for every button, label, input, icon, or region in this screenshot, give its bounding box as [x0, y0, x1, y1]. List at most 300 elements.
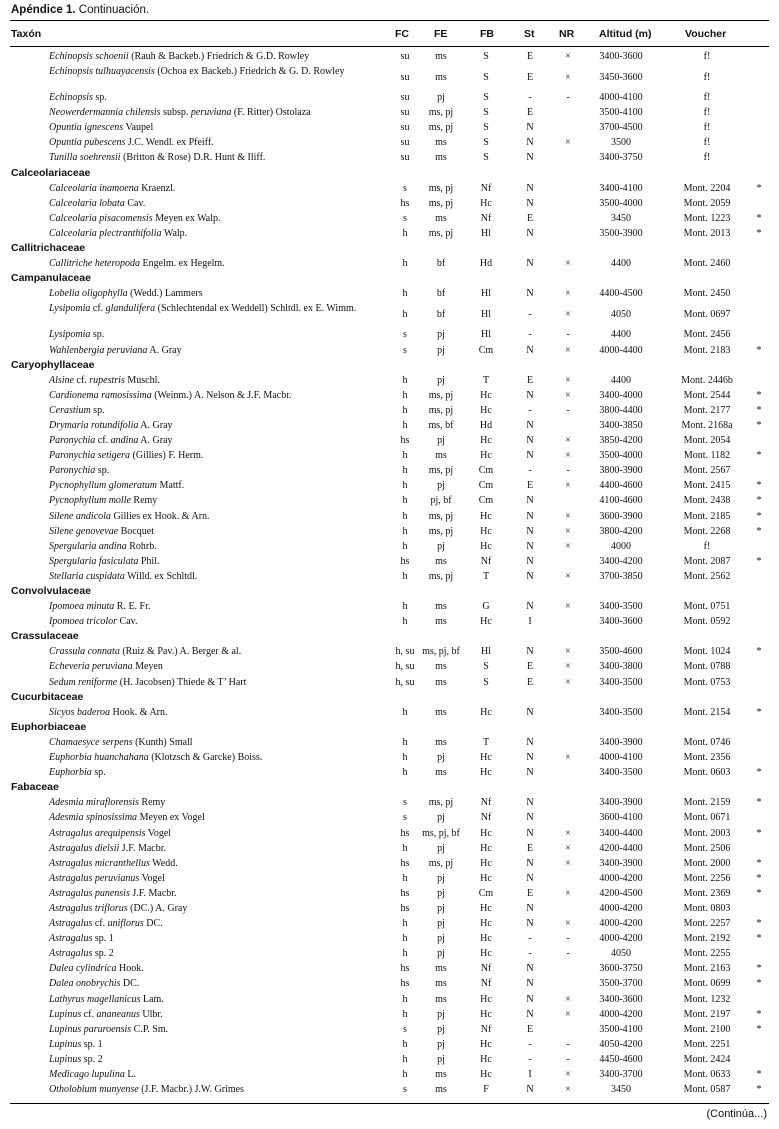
- habitat-cell: ms, pj: [428, 122, 454, 134]
- taxon-cell: [49, 198, 387, 210]
- authority: Kraenzl.: [138, 182, 176, 194]
- altitude-cell: 3400-4000: [599, 389, 643, 401]
- habitat-cell: ms: [435, 51, 447, 62]
- taxon-cell: [49, 646, 387, 658]
- altitude-cell: 3400-4200: [599, 555, 643, 567]
- life-form-cell: S: [483, 152, 489, 164]
- growth-form-cell: h: [402, 767, 408, 779]
- authority: Cav.: [124, 197, 146, 209]
- habitat-cell: pj: [437, 902, 445, 914]
- altitude-cell: 3500-3900: [599, 227, 643, 239]
- altitude-cell: 3400-3600: [599, 616, 643, 628]
- voucher-cell: Mont. 0671: [683, 812, 731, 824]
- table-row: [0, 946, 779, 961]
- status-cell: N: [526, 857, 534, 869]
- status-cell: E: [526, 676, 534, 688]
- habitat-cell: pj: [437, 1008, 445, 1020]
- voucher-mark-cell: *: [756, 1008, 762, 1020]
- habitat-cell: ms: [435, 1069, 447, 1080]
- altitude-cell: 4400: [611, 258, 631, 270]
- voucher-cell: Mont. 0751: [683, 601, 731, 613]
- authority: Hook.: [116, 963, 144, 975]
- new-record-cell: ×: [565, 1084, 571, 1096]
- authority: Vogel: [145, 827, 172, 839]
- altitude-cell: 3400-4100: [599, 182, 643, 194]
- status-cell: N: [526, 601, 534, 613]
- table-row: [0, 750, 779, 765]
- species-name: Lathyrus magellanicus: [49, 993, 141, 1005]
- habitat-cell: pj: [437, 812, 445, 824]
- voucher-cell: Mont. 2415: [683, 480, 731, 492]
- life-form-cell: F: [483, 1084, 489, 1096]
- voucher-cell: f!: [703, 51, 711, 62]
- habitat-cell: ms, pj, bf: [422, 827, 460, 839]
- voucher-cell: Mont. 2100: [683, 1023, 731, 1035]
- authority: A. Gray: [138, 419, 173, 431]
- family-name: Callitrichaceae: [11, 242, 86, 255]
- species-name: Ipomoea tricolor: [49, 616, 118, 628]
- growth-form-cell: h: [402, 1038, 408, 1050]
- life-form-cell: Hl: [481, 288, 491, 300]
- habitat-cell: ms: [435, 767, 447, 779]
- authority-secondary: A. Gray: [138, 435, 173, 447]
- table-row: [0, 554, 779, 569]
- status-cell: N: [526, 797, 534, 809]
- authority: cf.: [92, 918, 108, 930]
- species-name: Echinopsis tulhuayacensis: [49, 66, 155, 78]
- table-row: [0, 539, 779, 554]
- voucher-cell: Mont. 0753: [683, 676, 731, 688]
- growth-form-cell: su: [400, 51, 410, 62]
- growth-form-cell: s: [403, 212, 407, 224]
- authority: sp. 1: [81, 1038, 103, 1050]
- voucher-cell: Mont. 2154: [683, 706, 731, 718]
- header-voucher: Voucher: [685, 28, 727, 40]
- habitat-cell: ms: [435, 72, 447, 84]
- altitude-cell: 3400-3900: [599, 857, 643, 869]
- life-form-cell: Nf: [480, 182, 492, 194]
- life-form-cell: Hc: [480, 948, 492, 960]
- table-row: [0, 856, 779, 871]
- species-name: Sedum reniforme: [49, 676, 118, 688]
- new-record-cell: -: [566, 404, 570, 416]
- new-record-cell: -: [566, 465, 570, 477]
- status-cell: N: [526, 288, 534, 300]
- voucher-mark-cell: *: [756, 344, 762, 356]
- life-form-cell: Hc: [480, 404, 492, 416]
- taxon-cell: [49, 450, 387, 462]
- habitat-cell: ms: [435, 963, 447, 975]
- habitat-cell: pj: [437, 1053, 445, 1065]
- habitat-cell: ms: [435, 706, 447, 718]
- voucher-cell: Mont. 1182: [683, 450, 731, 462]
- table-row: [0, 448, 779, 463]
- status-cell: N: [526, 182, 534, 194]
- taxon-cell: [49, 873, 387, 885]
- species-name: Astragalus dielsii: [49, 842, 120, 854]
- authority: sp. 2: [92, 948, 114, 960]
- life-form-cell: Cm: [478, 480, 494, 492]
- table-row: [0, 327, 779, 342]
- voucher-cell: Mont. 2356: [683, 752, 731, 764]
- growth-form-cell: h: [402, 288, 408, 300]
- new-record-cell: ×: [565, 646, 571, 658]
- authority: A. Gray: [147, 344, 182, 356]
- status-cell: E: [526, 107, 534, 119]
- new-record-cell: ×: [565, 51, 571, 62]
- taxon-cell: [49, 420, 387, 432]
- growth-form-cell: h, su: [395, 676, 415, 688]
- growth-form-cell: h: [402, 465, 408, 477]
- new-record-cell: ×: [565, 288, 571, 300]
- status-cell: N: [526, 993, 534, 1005]
- new-record-cell: ×: [565, 570, 571, 582]
- habitat-cell: ms, pj: [428, 525, 454, 537]
- habitat-cell: ms: [435, 212, 447, 224]
- life-form-cell: Hc: [480, 902, 492, 914]
- life-form-cell: S: [483, 661, 489, 673]
- table-row: [0, 226, 779, 241]
- authority: Mattf.: [157, 480, 185, 492]
- taxon-cell: [49, 122, 387, 134]
- table-row: [0, 1037, 779, 1052]
- status-cell: N: [526, 767, 534, 779]
- life-form-cell: Cm: [478, 465, 494, 477]
- voucher-cell: Mont. 2168a: [681, 419, 733, 431]
- new-record-cell: ×: [565, 258, 571, 270]
- taxon-cell: [49, 858, 387, 870]
- habitat-cell: pj: [437, 92, 445, 104]
- life-form-cell: Hl: [481, 646, 491, 658]
- table-row: [0, 373, 779, 388]
- status-cell: E: [526, 374, 534, 386]
- status-cell: N: [526, 122, 534, 134]
- altitude-cell: 3450: [611, 212, 631, 224]
- table-row: [0, 478, 779, 493]
- authority: cf.: [74, 374, 90, 386]
- authority: (H. Jacobsen) Thiede & T’ Hart: [117, 676, 247, 688]
- taxon-cell: [49, 888, 387, 900]
- life-form-cell: Hc: [480, 872, 492, 884]
- voucher-cell: Mont. 2460: [683, 258, 731, 270]
- life-form-cell: Hl: [481, 329, 491, 341]
- growth-form-cell: h: [402, 1069, 408, 1080]
- growth-form-cell: su: [400, 137, 410, 149]
- status-cell: N: [526, 1008, 534, 1020]
- table-row: [0, 343, 779, 358]
- species-name: Crassula connata: [49, 646, 120, 658]
- table-row: [0, 105, 779, 120]
- habitat-cell: pj: [437, 887, 445, 899]
- table-row: [0, 1007, 779, 1022]
- table-row: [0, 181, 779, 196]
- growth-form-cell: h: [402, 948, 408, 960]
- table-row: [0, 871, 779, 886]
- voucher-cell: Mont. 2369: [683, 887, 731, 899]
- table-row: [0, 196, 779, 211]
- species-name: Callitriche heteropoda: [49, 258, 141, 270]
- voucher-cell: Mont. 0788: [683, 661, 731, 673]
- habitat-cell: bf: [436, 258, 446, 270]
- voucher-cell: Mont. 2183: [683, 344, 731, 356]
- authority: (Ruiz & Pav.) A. Berger & al.: [119, 646, 242, 658]
- authority: cf.: [81, 1008, 97, 1020]
- growth-form-cell: h: [402, 540, 408, 552]
- table-row: [0, 403, 779, 418]
- life-form-cell: Cm: [478, 344, 494, 356]
- taxon-cell: [49, 1009, 387, 1021]
- altitude-cell: 4400-4600: [599, 480, 643, 492]
- table-row: [0, 841, 779, 856]
- taxon-cell: [49, 511, 387, 523]
- taxon-cell: [49, 571, 387, 583]
- authority: Cav.: [117, 616, 138, 628]
- authority: Rohrb.: [126, 540, 157, 552]
- table-row: [0, 931, 779, 946]
- taxon-cell: [49, 737, 387, 749]
- altitude-cell: 4200-4500: [599, 887, 643, 899]
- table-row: [0, 1022, 779, 1037]
- taxon-cell: [49, 435, 387, 447]
- growth-form-cell: h: [402, 309, 408, 321]
- table-row: [0, 826, 779, 841]
- authority: (Weinm.) A. Nelson & J.F. Macbr.: [151, 389, 292, 401]
- voucher-cell: Mont. 0603: [683, 767, 731, 779]
- status-cell: N: [526, 435, 534, 447]
- authority: Wedd.: [149, 857, 178, 869]
- taxon-cell: [49, 933, 387, 945]
- taxon-cell: [49, 1039, 387, 1051]
- voucher-mark-cell: *: [756, 525, 762, 537]
- habitat-cell: ms, pj, bf: [422, 646, 460, 658]
- species-epithet: peruviana: [190, 107, 232, 119]
- life-form-cell: Hc: [480, 435, 492, 447]
- header-altitude: Altitud (m): [599, 28, 652, 40]
- habitat-cell: pj, bf: [430, 495, 452, 507]
- voucher-cell: f!: [703, 152, 711, 164]
- authority: J.F. Macbr.: [129, 887, 177, 899]
- status-cell: E: [526, 661, 534, 673]
- authority: (Ochoa ex Backeb.) Friedrich & G. D. Rowley: [154, 66, 345, 78]
- altitude-cell: 3400-3500: [599, 767, 643, 779]
- authority: J.F. Macbr.: [119, 842, 166, 854]
- species-name: Lupinus: [49, 1053, 82, 1065]
- growth-form-cell: h: [402, 706, 408, 718]
- status-cell: -: [528, 1053, 532, 1065]
- life-form-cell: Cm: [478, 887, 494, 899]
- species-name: Paronychia: [49, 465, 96, 477]
- life-form-cell: S: [483, 122, 489, 134]
- habitat-cell: pj: [437, 933, 445, 945]
- taxon-cell: [49, 405, 387, 417]
- status-cell: N: [526, 419, 534, 431]
- new-record-cell: ×: [565, 857, 571, 869]
- voucher-cell: Mont. 2424: [683, 1053, 731, 1065]
- family-row: [0, 271, 779, 286]
- altitude-cell: 3400-3500: [599, 601, 643, 613]
- authority: Meyen ex Vogel: [137, 812, 205, 824]
- species-name: Tunilla soehrensii: [49, 152, 121, 164]
- authority: Vaupel: [123, 122, 154, 134]
- growth-form-cell: hs: [400, 435, 410, 447]
- family-row: [0, 241, 779, 256]
- habitat-cell: ms: [435, 137, 447, 149]
- table-row: [0, 1052, 779, 1067]
- voucher-mark-cell: *: [756, 1023, 762, 1035]
- authority-secondary: Muschl.: [124, 374, 160, 386]
- voucher-cell: Mont. 2054: [683, 435, 731, 447]
- altitude-cell: 4000-4200: [599, 933, 643, 945]
- life-form-cell: Hc: [480, 1008, 492, 1020]
- altitude-cell: 4400: [611, 374, 631, 386]
- taxon-cell: [49, 92, 387, 104]
- status-cell: -: [528, 329, 532, 341]
- growth-form-cell: h: [402, 752, 408, 764]
- voucher-mark-cell: *: [756, 918, 762, 930]
- life-form-cell: Hc: [480, 616, 492, 628]
- taxon-cell: [49, 66, 387, 78]
- taxon-cell: [49, 1069, 387, 1081]
- growth-form-cell: h: [402, 736, 408, 748]
- growth-form-cell: s: [403, 797, 407, 809]
- voucher-cell: Mont. 2257: [683, 918, 731, 930]
- table-row: [0, 388, 779, 403]
- taxon-cell: [49, 345, 387, 357]
- voucher-mark-cell: *: [756, 182, 762, 194]
- growth-form-cell: h: [402, 525, 408, 537]
- altitude-cell: 3450-3600: [599, 72, 643, 84]
- authority: Walp.: [161, 227, 188, 239]
- table-row: [0, 569, 779, 584]
- voucher-cell: Mont. 2255: [683, 948, 731, 960]
- growth-form-cell: s: [403, 182, 407, 194]
- table-row: [0, 1067, 779, 1082]
- taxon-cell: [49, 137, 387, 149]
- species-name: Spergularia fasiculata: [49, 555, 139, 567]
- family-row: [0, 358, 779, 373]
- table-row: [0, 90, 779, 105]
- new-record-cell: ×: [565, 1069, 571, 1080]
- taxon-cell: [49, 288, 387, 300]
- life-form-cell: Hc: [480, 389, 492, 401]
- table-row: [0, 509, 779, 524]
- table-row: [0, 211, 779, 226]
- family-name: Euphorbiaceae: [11, 720, 87, 733]
- bottom-rule: [10, 1103, 769, 1104]
- altitude-cell: 4200-4400: [599, 842, 643, 854]
- voucher-cell: Mont. 2000: [683, 857, 731, 869]
- new-record-cell: ×: [565, 450, 571, 462]
- species-name: Calceolaria lobata: [49, 197, 125, 209]
- taxon-cell: [49, 480, 387, 492]
- table-row: [0, 1082, 779, 1097]
- family-name: Fabaceae: [11, 781, 59, 794]
- family-row: [0, 166, 779, 181]
- life-form-cell: S: [483, 72, 489, 84]
- family-row: [0, 584, 779, 599]
- voucher-mark-cell: *: [756, 419, 762, 431]
- growth-form-cell: su: [400, 122, 410, 134]
- voucher-mark-cell: *: [756, 1069, 762, 1080]
- species-epithet: rupestris: [89, 374, 125, 386]
- authority: cf.: [90, 303, 106, 315]
- life-form-cell: S: [483, 51, 489, 62]
- altitude-cell: 3400-3600: [599, 993, 643, 1005]
- table-row: [0, 64, 779, 90]
- family-name: Cucurbitaceae: [11, 690, 84, 703]
- growth-form-cell: hs: [400, 887, 410, 899]
- habitat-cell: pj: [437, 948, 445, 960]
- species-name: Lysipomia: [49, 303, 91, 315]
- altitude-cell: 4050: [611, 309, 631, 321]
- altitude-cell: 3600-3900: [599, 510, 643, 522]
- life-form-cell: S: [483, 137, 489, 149]
- growth-form-cell: h: [402, 1008, 408, 1020]
- status-cell: -: [528, 404, 532, 416]
- life-form-cell: S: [483, 107, 489, 119]
- life-form-cell: Hc: [480, 1053, 492, 1065]
- voucher-mark-cell: *: [756, 797, 762, 809]
- voucher-mark-cell: *: [756, 212, 762, 224]
- habitat-cell: pj: [437, 374, 445, 386]
- status-cell: N: [526, 570, 534, 582]
- new-record-cell: ×: [565, 676, 571, 688]
- altitude-cell: 4000-4100: [599, 752, 643, 764]
- species-name: Dalea onobrychis: [49, 978, 121, 990]
- species-name: Lupinus: [49, 1008, 82, 1020]
- new-record-cell: ×: [565, 842, 571, 854]
- status-cell: N: [526, 902, 534, 914]
- habitat-cell: pj: [437, 480, 445, 492]
- voucher-cell: f!: [703, 107, 711, 119]
- status-cell: N: [526, 389, 534, 401]
- habitat-cell: ms: [435, 555, 447, 567]
- habitat-cell: ms: [435, 152, 447, 164]
- status-cell: N: [526, 137, 534, 149]
- status-cell: E: [526, 212, 534, 224]
- habitat-cell: ms: [435, 1084, 447, 1096]
- habitat-cell: ms, pj: [428, 510, 454, 522]
- taxon-cell: [49, 752, 387, 764]
- status-cell: N: [526, 1084, 534, 1096]
- voucher-mark-cell: *: [756, 646, 762, 658]
- altitude-cell: 4000-4200: [599, 1008, 643, 1020]
- species-epithet: andina: [110, 435, 139, 447]
- table-row: [0, 614, 779, 629]
- authority: (Klotzsch & Garcke) Boiss.: [148, 752, 263, 764]
- voucher-cell: Mont. 0592: [683, 616, 731, 628]
- authority: Gillies ex Hook. & Arn.: [110, 510, 210, 522]
- species-name: Astragalus peruvianus: [49, 872, 140, 884]
- growth-form-cell: s: [403, 1084, 407, 1096]
- taxon-cell: [49, 963, 387, 975]
- table-row: [0, 916, 779, 931]
- voucher-mark-cell: *: [756, 978, 762, 990]
- table-row: [0, 256, 779, 271]
- table-caption: [11, 4, 149, 16]
- species-name: Opuntia pubescens: [49, 137, 126, 149]
- table-row: [0, 433, 779, 448]
- header-nr: NR: [559, 28, 575, 40]
- species-name: Stellaria cuspidata: [49, 570, 125, 582]
- table-row: [0, 599, 779, 614]
- table-row: [0, 886, 779, 901]
- voucher-cell: Mont. 2438: [683, 495, 731, 507]
- header-taxon: Taxón: [11, 28, 42, 40]
- life-form-cell: T: [482, 374, 490, 386]
- status-cell: N: [526, 736, 534, 748]
- growth-form-cell: h, su: [395, 646, 415, 658]
